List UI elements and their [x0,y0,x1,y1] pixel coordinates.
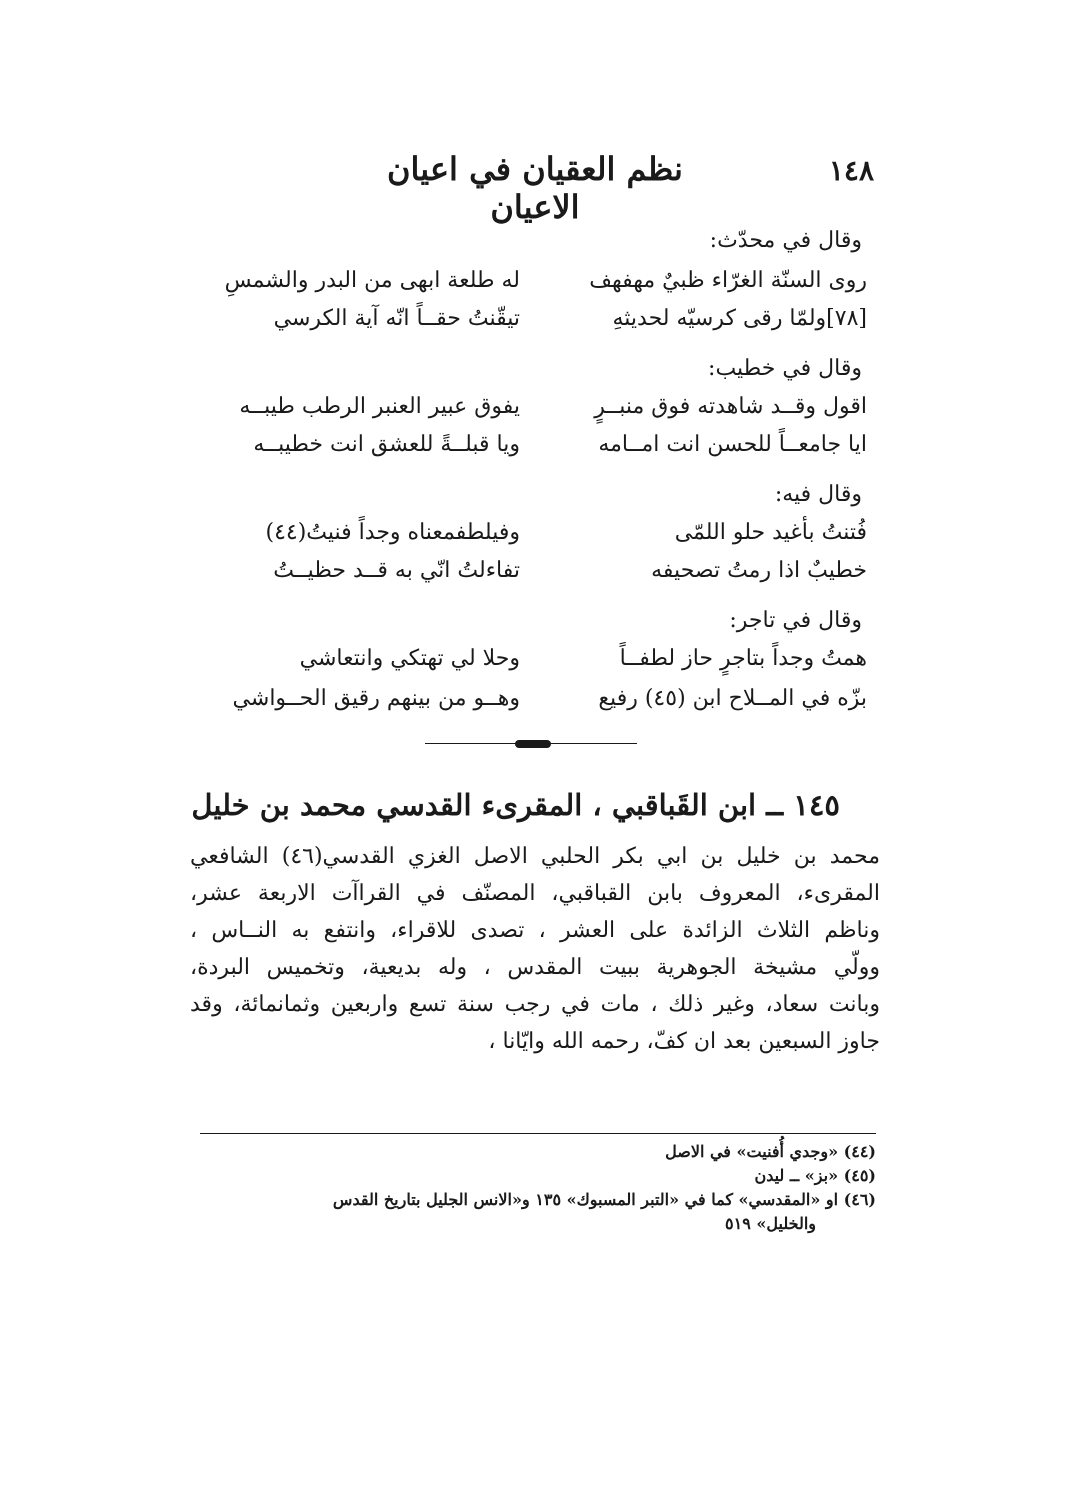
body-line: جاوز السبعين بعد ان كفّ، رحمه الله وايّانا ، [488,1029,880,1054]
verse-hemistich-second: يفوق عبير العنبر الرطب طيبــه [239,394,520,419]
verse-hemistich-second: وفيلطفمعناه وجداً فنيتُ(٤٤) [265,520,520,545]
body-line: وولّي مشيخة الجوهرية ببيت المقدس ، وله بديعية، وتخميس البردة، [190,955,880,980]
verse-hemistich-first: بزّه في المــلاح ابن (٤٥) رفيع [598,686,867,711]
verse-hemistich-second: وهــو من بينهم رقيق الحــواشي [232,686,520,711]
verse-hemistich-first: فُتنتُ بأغيد حلو اللمّى [674,520,867,545]
verse-hemistich-first: [٧٨]ولمّا رقى كرسيّه لحديثهِ [612,306,867,331]
page-number: ١٤٨ [828,154,874,187]
verse-hemistich-second: وحلا لي تهتكي وانتعاشي [299,646,520,671]
verse-hemistich-first: خطيبٌ اذا رمتُ تصحيفه [651,558,867,583]
verse-hemistich-second: ويا قبلــةً للعشق انت خطيبــه [253,432,520,457]
footnotes [190,1140,876,1236]
poem-intro: وقال فيه: [774,482,862,507]
verse-hemistich-first: همتُ وجداً بتاجرٍ حاز لطفــاً [619,646,867,671]
poem-intro: وقال في محدّث: [709,228,862,253]
body-line: وبانت سعاد، وغير ذلك ، مات في رجب سنة تسع واربعين وثمانمائة، وقد [190,992,880,1017]
ornamental-divider [425,740,637,748]
footnote: (٤٦) او «المقدسي» كما في «التبر المسبوك» ١٣٥ و«الانس الجليل بتاريخ القدس [332,1190,876,1209]
poem-intro: وقال في خطيب: [708,356,862,381]
verse-hemistich-second: له طلعة ابهى من البدر والشمسِ [224,268,520,293]
entry-body [190,838,880,1060]
footnote: (٤٤) «وجدي أُفنيت» في الاصل [665,1142,876,1161]
running-title: نظم العقيان في اعيان الاعيان [387,150,683,226]
verse-hemistich-first: ايا جامعــاً للحسن انت امــامه [598,432,867,457]
verse-hemistich-first: روى السنّة الغرّاء ظبيٌ مهفهف [589,268,867,293]
poem-intro: وقال في تاجر: [729,608,862,633]
footnote: (٤٥) «بز» ــ ليدن [754,1166,876,1185]
verse-hemistich-second: تفاءلتُ انّي به قــد حظيــتُ [273,558,520,583]
divider-ornament-icon [515,740,551,748]
body-line: محمد بن خليل بن ابي بكر الحلبي الاصل الغزي القدسي(٤٦) الشافعي [190,844,880,869]
footnote-separator [200,1133,876,1134]
entry-heading: ١٤٥ ــ ابن القَباقبي ، المقرىء القدسي محمد بن خليل [191,788,840,822]
body-line: وناظم الثلاث الزائدة على العشر ، تصدى للاقراء، وانتفع به النــاس ، [190,918,880,943]
body-line: المقرىء، المعروف بابن القباقبي، المصنّف في القراآت الاربعة عشر، [190,881,880,906]
verse-hemistich-first: اقول وقــد شاهدته فوق منبــرٍ [594,394,867,419]
verse-hemistich-second: تيقّنتُ حقــاً انّه آية الكرسي [273,306,520,331]
footnote-continuation: والخليل» ٥١٩ [725,1214,816,1233]
